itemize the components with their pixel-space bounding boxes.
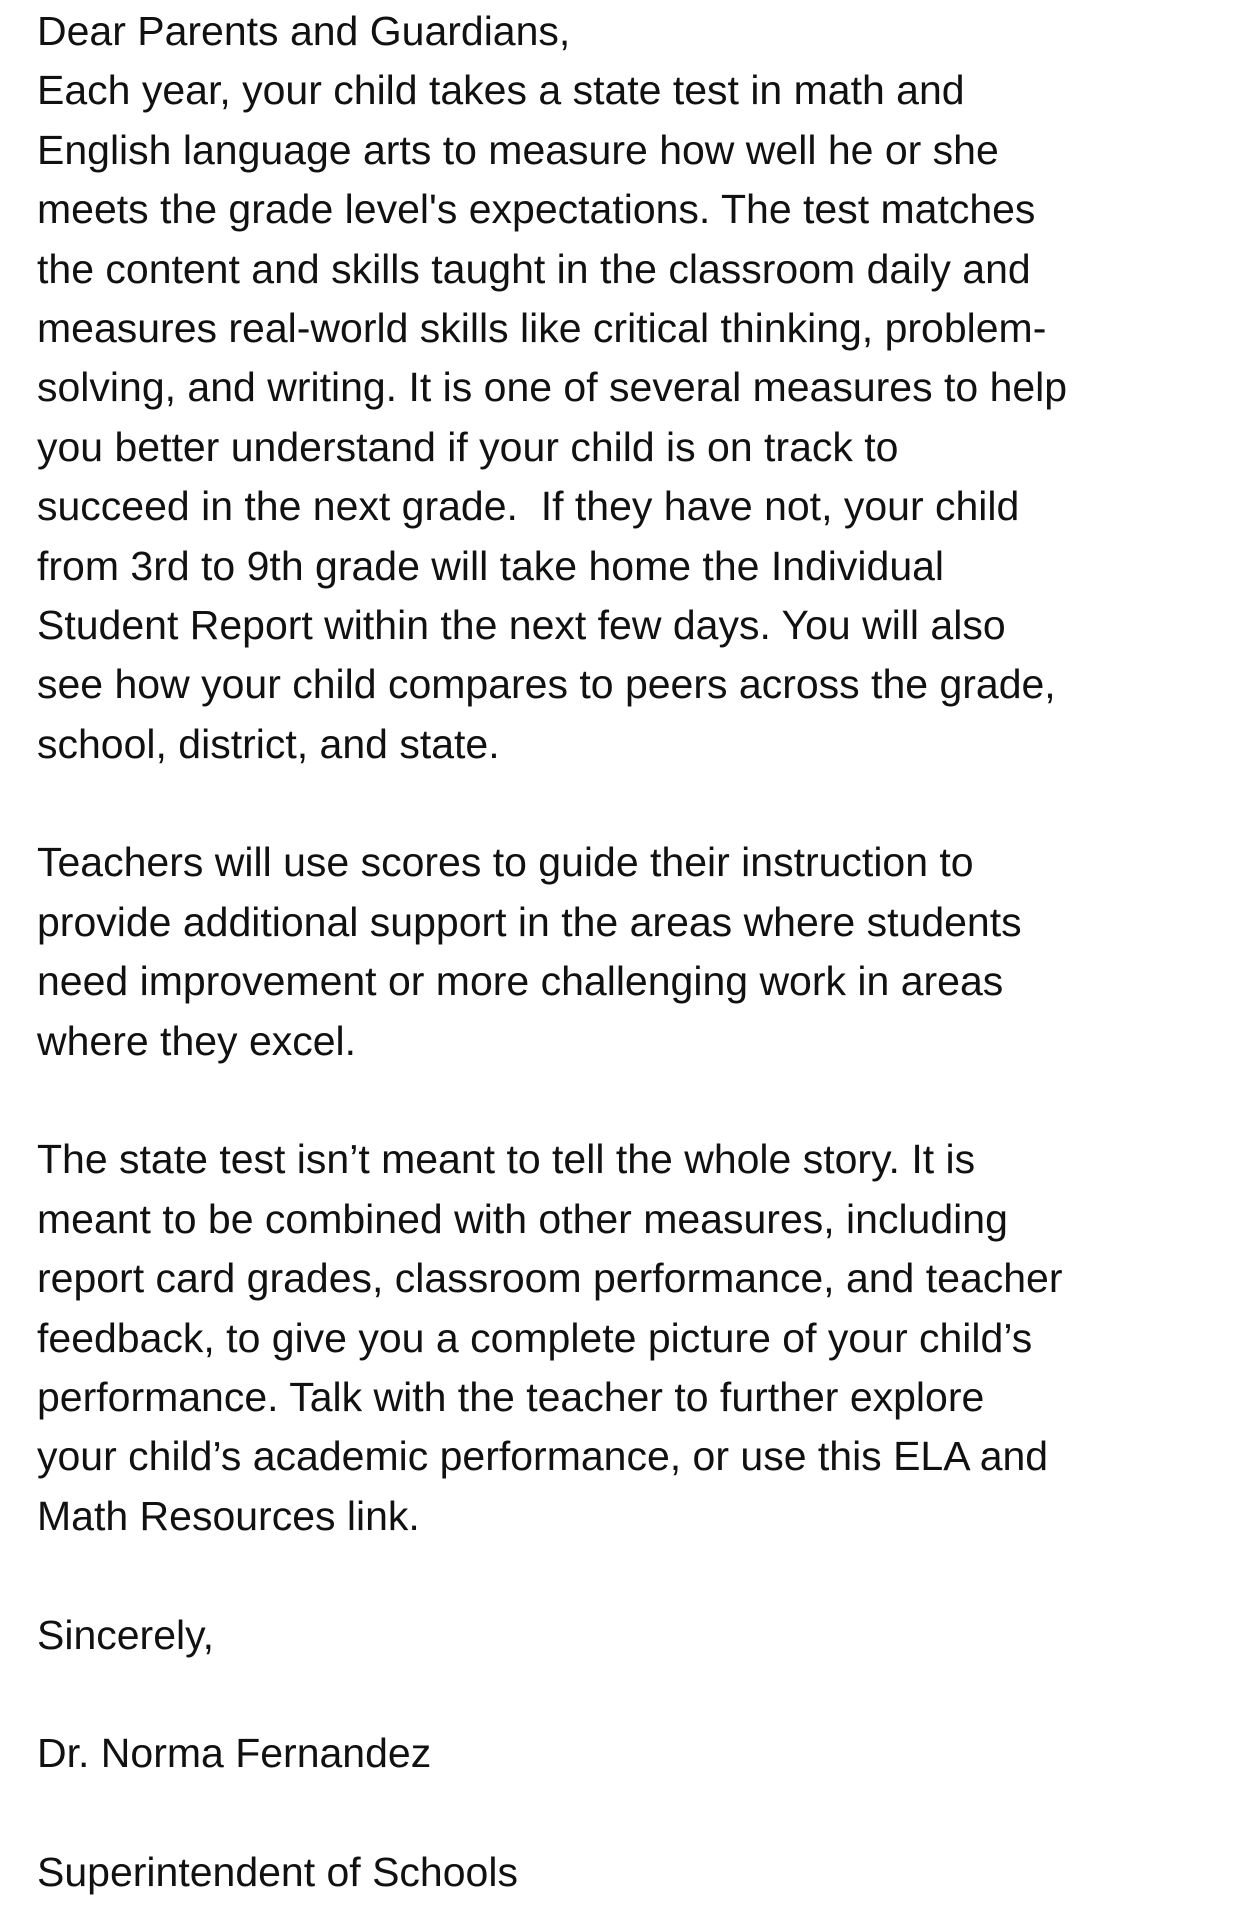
paragraph-line: see how your child compares to peers across the grade, — [37, 661, 1056, 708]
paragraph-line: the content and skills taught in the classroom daily and — [37, 245, 1031, 292]
paragraph-line: succeed in the next grade. If they have not, your child — [37, 483, 1020, 530]
paragraph-line: English language arts to measure how well he or she — [37, 126, 999, 173]
paragraph-line: performance. Talk with the teacher to further explore — [37, 1373, 985, 1420]
paragraph-line: need improvement or more challenging work in areas — [37, 958, 1004, 1005]
paragraph-line: Math Resources link. — [37, 1492, 420, 1539]
paragraph-line: measures real-world skills like critical thinking, problem- — [37, 304, 1047, 351]
letter-document — [37, 2, 1217, 1903]
paragraph-spacer — [37, 1071, 1217, 1130]
paragraph-line: your child’s academic performance, or use this ELA and — [37, 1433, 1049, 1480]
paragraph-line: meets the grade level's expectations. The test matches — [37, 186, 1036, 233]
paragraph-spacer — [37, 1546, 1217, 1605]
paragraph-line: meant to be combined with other measures, including — [37, 1195, 1008, 1242]
paragraph-line: you better understand if your child is on track to — [37, 423, 899, 470]
letter-greeting: Dear Parents and Guardians, — [37, 8, 571, 54]
paragraph-spacer — [37, 1784, 1217, 1843]
signer-name: Dr. Norma Fernandez — [37, 1730, 432, 1777]
paragraph-spacer — [37, 1665, 1217, 1724]
paragraph-line: solving, and writing. It is one of several measures to help — [37, 364, 1068, 411]
paragraph-test-overview — [37, 61, 1217, 774]
paragraph-line: where they excel. — [37, 1017, 357, 1064]
paragraph-line: school, district, and state. — [37, 720, 500, 767]
paragraph-line: Each year, your child takes a state test in math and — [37, 67, 965, 114]
letter-closing: Sincerely, — [37, 1611, 214, 1658]
paragraph-line: report card grades, classroom performance, and teacher — [37, 1255, 1063, 1302]
paragraph-whole-story — [37, 1130, 1217, 1546]
paragraph-teacher-use — [37, 833, 1217, 1071]
paragraph-line: Teachers will use scores to guide their instruction to — [37, 839, 974, 886]
paragraph-line: feedback, to give you a complete picture of your child’s — [37, 1314, 1033, 1361]
paragraph-spacer — [37, 774, 1217, 833]
signer-title: Superintendent of Schools — [37, 1849, 518, 1896]
paragraph-line: Student Report within the next few days. You will also — [37, 601, 1006, 648]
paragraph-line: The state test isn’t meant to tell the whole story. It is — [37, 1136, 976, 1183]
paragraph-line: provide additional support in the areas where students — [37, 898, 1022, 945]
paragraph-line: from 3rd to 9th grade will take home the Individual — [37, 542, 945, 589]
